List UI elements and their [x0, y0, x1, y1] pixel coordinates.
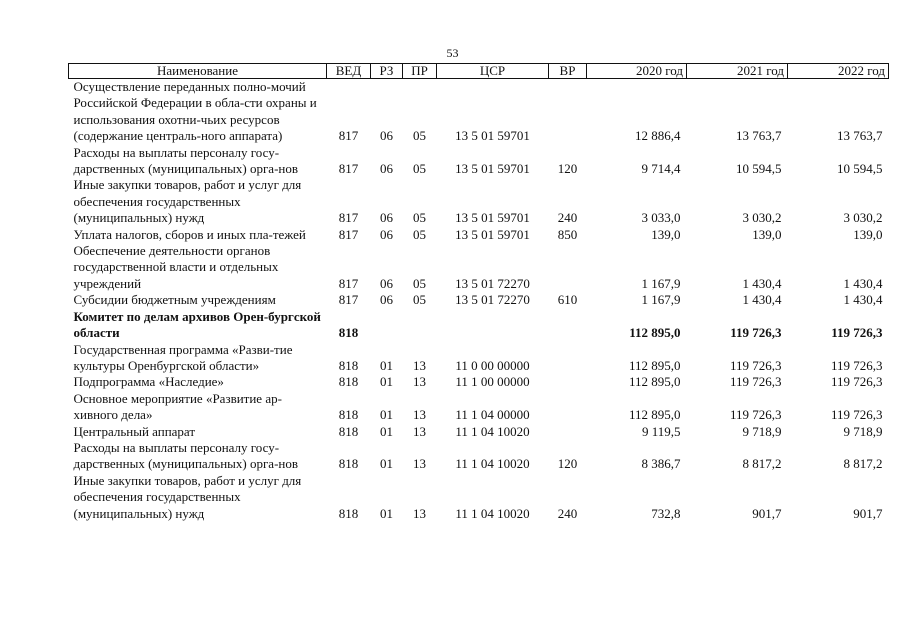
cell-2020: 9 714,4 [641, 161, 681, 177]
cell-name: Осуществление переданных полно-мочий Российской Федерации в обла-сти охраны и использования охотни-чьих ресурсов (содержание централь-ного аппарата) [73, 79, 317, 144]
cell-2021: 3 030,2 [742, 210, 782, 226]
cell-csr: 11 1 04 10020 [455, 505, 530, 521]
header-rz: РЗ [371, 64, 403, 79]
cell-name: Подпрограмма «Наследие» [73, 374, 224, 390]
cell-pr: 13 [413, 357, 426, 373]
table-row [69, 342, 889, 375]
table-row [69, 440, 889, 473]
cell-name: Центральный аппарат [73, 423, 196, 439]
table-row [69, 292, 889, 308]
cell-vr [549, 342, 587, 375]
cell-rz: 01 [380, 505, 393, 521]
cell-vr [549, 243, 587, 292]
table-row [69, 309, 889, 342]
cell-vr [549, 79, 587, 145]
cell-ved: 818 [338, 325, 359, 341]
cell-name: Государственная программа «Разви-тие культуры Оренбургской области» [73, 341, 293, 373]
cell-vr [549, 424, 587, 440]
cell-2022: 1 430,4 [843, 275, 883, 291]
table-row [69, 79, 889, 145]
cell-pr: 05 [413, 226, 426, 242]
cell-ved: 817 [338, 226, 359, 242]
cell-vr: 240 [557, 210, 578, 226]
cell-ved: 817 [338, 275, 359, 291]
header-name: Наименование [69, 64, 327, 79]
cell-2022: 1 430,4 [843, 292, 883, 308]
cell-2021: 8 817,2 [742, 456, 782, 472]
cell-ved: 818 [338, 423, 359, 439]
cell-csr: 13 5 01 72270 [455, 275, 530, 291]
cell-pr: 13 [413, 456, 426, 472]
cell-ved: 818 [338, 357, 359, 373]
cell-ved: 818 [338, 456, 359, 472]
cell-2021: 119 726,3 [729, 407, 782, 423]
cell-csr: 11 0 00 00000 [455, 357, 530, 373]
cell-csr: 13 5 01 59701 [455, 210, 530, 226]
cell-vr: 120 [557, 456, 578, 472]
table-body [69, 79, 889, 522]
cell-ved: 817 [338, 292, 359, 308]
cell-rz: 01 [380, 357, 393, 373]
table-row [69, 177, 889, 226]
cell-2022: 119 726,3 [831, 325, 883, 341]
cell-csr: 11 1 04 10020 [455, 456, 530, 472]
cell-2021: 10 594,5 [736, 161, 782, 177]
table-row [69, 473, 889, 522]
table-row [69, 243, 889, 292]
header-2020: 2020 год [587, 64, 687, 79]
cell-2020: 8 386,7 [641, 456, 681, 472]
cell-vr: 120 [557, 161, 578, 177]
cell-rz: 06 [380, 275, 393, 291]
cell-pr: 13 [413, 407, 426, 423]
cell-name: Комитет по делам архивов Орен-бургской области [73, 308, 321, 341]
cell-2021: 901,7 [752, 505, 782, 521]
cell-ved: 817 [338, 128, 359, 144]
header-row [69, 64, 889, 79]
cell-vr: 850 [557, 226, 578, 242]
cell-pr: 13 [413, 505, 426, 521]
cell-rz: 01 [380, 374, 393, 390]
cell-vr: 240 [557, 505, 578, 521]
cell-2020: 112 895,0 [628, 407, 681, 423]
cell-rz: 01 [380, 407, 393, 423]
cell-pr [403, 309, 437, 342]
cell-rz: 06 [380, 128, 393, 144]
cell-2021: 139,0 [752, 226, 782, 242]
table-row [69, 424, 889, 440]
cell-vr [549, 374, 587, 390]
cell-2020: 1 167,9 [641, 292, 681, 308]
cell-pr: 05 [413, 161, 426, 177]
cell-vr: 610 [557, 292, 578, 308]
cell-csr: 11 1 04 00000 [455, 407, 530, 423]
cell-2020: 139,0 [651, 226, 681, 242]
cell-2021: 13 763,7 [736, 128, 782, 144]
cell-csr: 11 1 00 00000 [455, 374, 530, 390]
cell-2020: 112 895,0 [628, 374, 681, 390]
cell-2022: 9 718,9 [843, 423, 883, 439]
cell-2022: 119 726,3 [830, 374, 883, 390]
cell-2021: 9 718,9 [742, 423, 782, 439]
cell-pr: 05 [413, 128, 426, 144]
cell-ved: 818 [338, 407, 359, 423]
cell-rz: 01 [380, 456, 393, 472]
cell-name: Субсидии бюджетным учреждениям [73, 292, 276, 308]
cell-csr: 13 5 01 59701 [455, 128, 530, 144]
header-pr: ПР [403, 64, 437, 79]
cell-pr: 13 [413, 374, 426, 390]
cell-name: Расходы на выплаты персоналу госу-дарственных (муниципальных) орга-нов [73, 144, 299, 177]
cell-pr: 05 [413, 210, 426, 226]
cell-name: Иные закупки товаров, работ и услуг для обеспечения государственных (муниципальных) нужд [73, 177, 302, 226]
cell-rz [371, 309, 403, 342]
table-row [69, 374, 889, 390]
cell-2021: 119 726,3 [729, 357, 782, 373]
header-csr: ЦСР [437, 64, 549, 79]
budget-table [68, 63, 889, 522]
cell-2022: 139,0 [853, 226, 883, 242]
cell-2022: 8 817,2 [843, 456, 883, 472]
cell-pr: 13 [413, 423, 426, 439]
cell-rz: 01 [380, 423, 393, 439]
cell-2020: 1 167,9 [641, 275, 681, 291]
cell-2020: 9 119,5 [641, 423, 681, 439]
cell-2021: 1 430,4 [742, 292, 782, 308]
cell-vr [549, 309, 587, 342]
cell-2022: 13 763,7 [837, 128, 883, 144]
header-ved: ВЕД [327, 64, 371, 79]
page-number: 53 [446, 46, 459, 60]
cell-name: Иные закупки товаров, работ и услуг для обеспечения государственных (муниципальных) нужд [73, 472, 302, 521]
cell-rz: 06 [380, 210, 393, 226]
cell-name: Уплата налогов, сборов и иных пла-тежей [73, 226, 306, 242]
cell-2021: 119 726,3 [729, 374, 782, 390]
cell-2020: 12 886,4 [635, 128, 681, 144]
table-row [69, 227, 889, 243]
cell-2020: 112 895,0 [629, 325, 681, 341]
cell-ved: 817 [338, 161, 359, 177]
cell-ved: 818 [338, 374, 359, 390]
cell-2022: 119 726,3 [830, 357, 883, 373]
cell-2020: 112 895,0 [628, 357, 681, 373]
cell-2022: 3 030,2 [843, 210, 883, 226]
table-row [69, 391, 889, 424]
cell-csr: 13 5 01 72270 [455, 292, 530, 308]
cell-csr: 13 5 01 59701 [455, 161, 530, 177]
table-row [69, 145, 889, 178]
cell-2020: 3 033,0 [641, 210, 681, 226]
header-2021: 2021 год [687, 64, 788, 79]
cell-2021: 1 430,4 [742, 275, 782, 291]
cell-csr: 13 5 01 59701 [455, 226, 530, 242]
header-2022: 2022 год [788, 64, 889, 79]
cell-rz: 06 [380, 292, 393, 308]
cell-name: Основное мероприятие «Развитие ар-хивного дела» [73, 390, 282, 423]
cell-pr: 05 [413, 292, 426, 308]
cell-name: Расходы на выплаты персоналу госу-дарственных (муниципальных) орга-нов [73, 439, 299, 472]
cell-csr: 11 1 04 10020 [455, 423, 530, 439]
cell-ved: 817 [338, 210, 359, 226]
cell-pr: 05 [413, 275, 426, 291]
cell-vr [549, 391, 587, 424]
cell-2022: 10 594,5 [837, 161, 883, 177]
cell-2022: 119 726,3 [830, 407, 883, 423]
cell-csr [437, 309, 549, 342]
cell-ved: 818 [338, 505, 359, 521]
cell-rz: 06 [380, 161, 393, 177]
cell-2020: 732,8 [651, 505, 681, 521]
cell-2021: 119 726,3 [730, 325, 782, 341]
cell-name: Обеспечение деятельности органов государственной власти и отдельных учреждений [73, 243, 279, 291]
header-vr: ВР [549, 64, 587, 79]
cell-rz: 06 [380, 226, 393, 242]
cell-2022: 901,7 [853, 505, 883, 521]
